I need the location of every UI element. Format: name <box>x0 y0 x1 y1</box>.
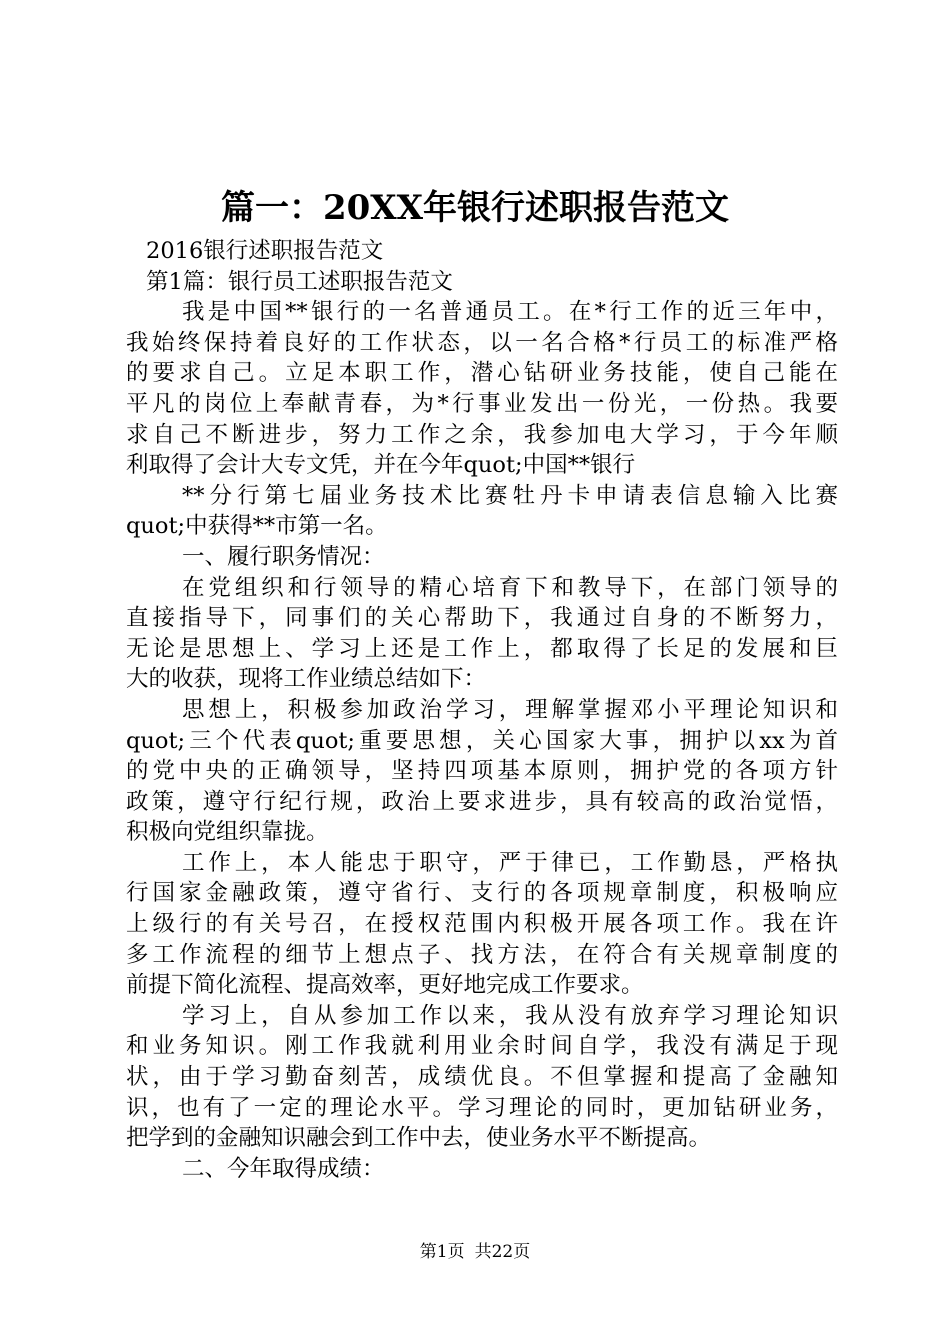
paragraph-line: 状，由于学习勤奋刻苦，成绩优良。不但掌握和提高了金融知 <box>126 1064 838 1091</box>
paragraph-line: 平凡的岗位上奉献青春，为*行事业发出一份光，一份热。我要 <box>126 390 838 417</box>
paragraph-line: 直接指导下，同事们的关心帮助下，我通过自身的不断努力， <box>126 605 838 632</box>
chapter-heading: 第1篇：银行员工述职报告范文 <box>146 268 453 295</box>
page-number: 第1页 <box>419 1242 465 1262</box>
page-total: 共22页 <box>474 1242 531 1262</box>
paragraph-line: 积极向党组织靠拢。 <box>126 819 329 846</box>
subtitle-line: 2016银行述职报告范文 <box>146 238 384 264</box>
paragraph-line: 在党组织和行领导的精心培育下和教导下，在部门领导的 <box>182 574 838 601</box>
paragraph-line: **分行第七届业务技术比赛牡丹卡申请表信息输入比赛 <box>182 482 838 509</box>
paragraph-line: 的要求自己。立足本职工作，潜心钻研业务技能，使自己能在 <box>126 360 838 387</box>
paragraph-line: 无论是思想上、学习上还是工作上，都取得了长足的发展和巨 <box>126 635 838 662</box>
paragraph-line: 上级行的有关号召，在授权范围内积极开展各项工作。我在许 <box>126 911 838 938</box>
paragraph-line: quot;中获得**市第一名。 <box>126 513 388 540</box>
paragraph-line: 我是中国**银行的一名普通员工。在*行工作的近三年中， <box>182 299 838 326</box>
paragraph-line: 我始终保持着良好的工作状态，以一名合格*行员工的标准严格 <box>126 329 838 356</box>
paragraph-line: 利取得了会计大专文凭，并在今年quot;中国**银行 <box>126 452 636 479</box>
page-title: 篇一：20XX年银行述职报告范文 <box>220 188 730 228</box>
paragraph-line: 和业务知识。刚工作我就利用业余时间自学，我没有满足于现 <box>126 1033 838 1060</box>
paragraph-line: 工作上，本人能忠于职守，严于律已，工作勤恳，严格执 <box>182 849 838 876</box>
paragraph-line: 识，也有了一定的理论水平。学习理论的同时，更加钻研业务， <box>126 1094 838 1121</box>
paragraph-line: 求自己不断进步，努力工作之余，我参加电大学习，于今年顺 <box>126 421 838 448</box>
paragraph-line: 思想上，积极参加政治学习，理解掌握邓小平理论知识和 <box>182 696 838 723</box>
paragraph-line: quot;三个代表quot;重要思想，关心国家大事，拥护以xx为首 <box>126 727 838 754</box>
page-footer <box>0 1240 950 1264</box>
paragraph-line: 前提下简化流程、提高效率，更好地完成工作要求。 <box>126 972 644 999</box>
section-heading: 二、今年取得成绩： <box>182 1155 385 1182</box>
paragraph-line: 大的收获，现将工作业绩总结如下： <box>126 666 487 693</box>
section-heading: 一、履行职务情况： <box>182 543 385 570</box>
paragraph-line: 行国家金融政策，遵守省行、支行的各项规章制度，积极响应 <box>126 880 838 907</box>
document-body <box>126 236 838 1184</box>
paragraph-line: 把学到的金融知识融会到工作中去，使业务水平不断提高。 <box>126 1125 712 1152</box>
paragraph-line: 政策，遵守行纪行规，政治上要求进步，具有较高的政治觉悟， <box>126 788 838 815</box>
paragraph-line: 多工作流程的细节上想点子、找方法，在符合有关规章制度的 <box>126 941 838 968</box>
paragraph-line: 学习上，自从参加工作以来，我从没有放弃学习理论知识 <box>182 1002 838 1029</box>
paragraph-line: 的党中央的正确领导，坚持四项基本原则，拥护党的各项方针 <box>126 758 838 785</box>
